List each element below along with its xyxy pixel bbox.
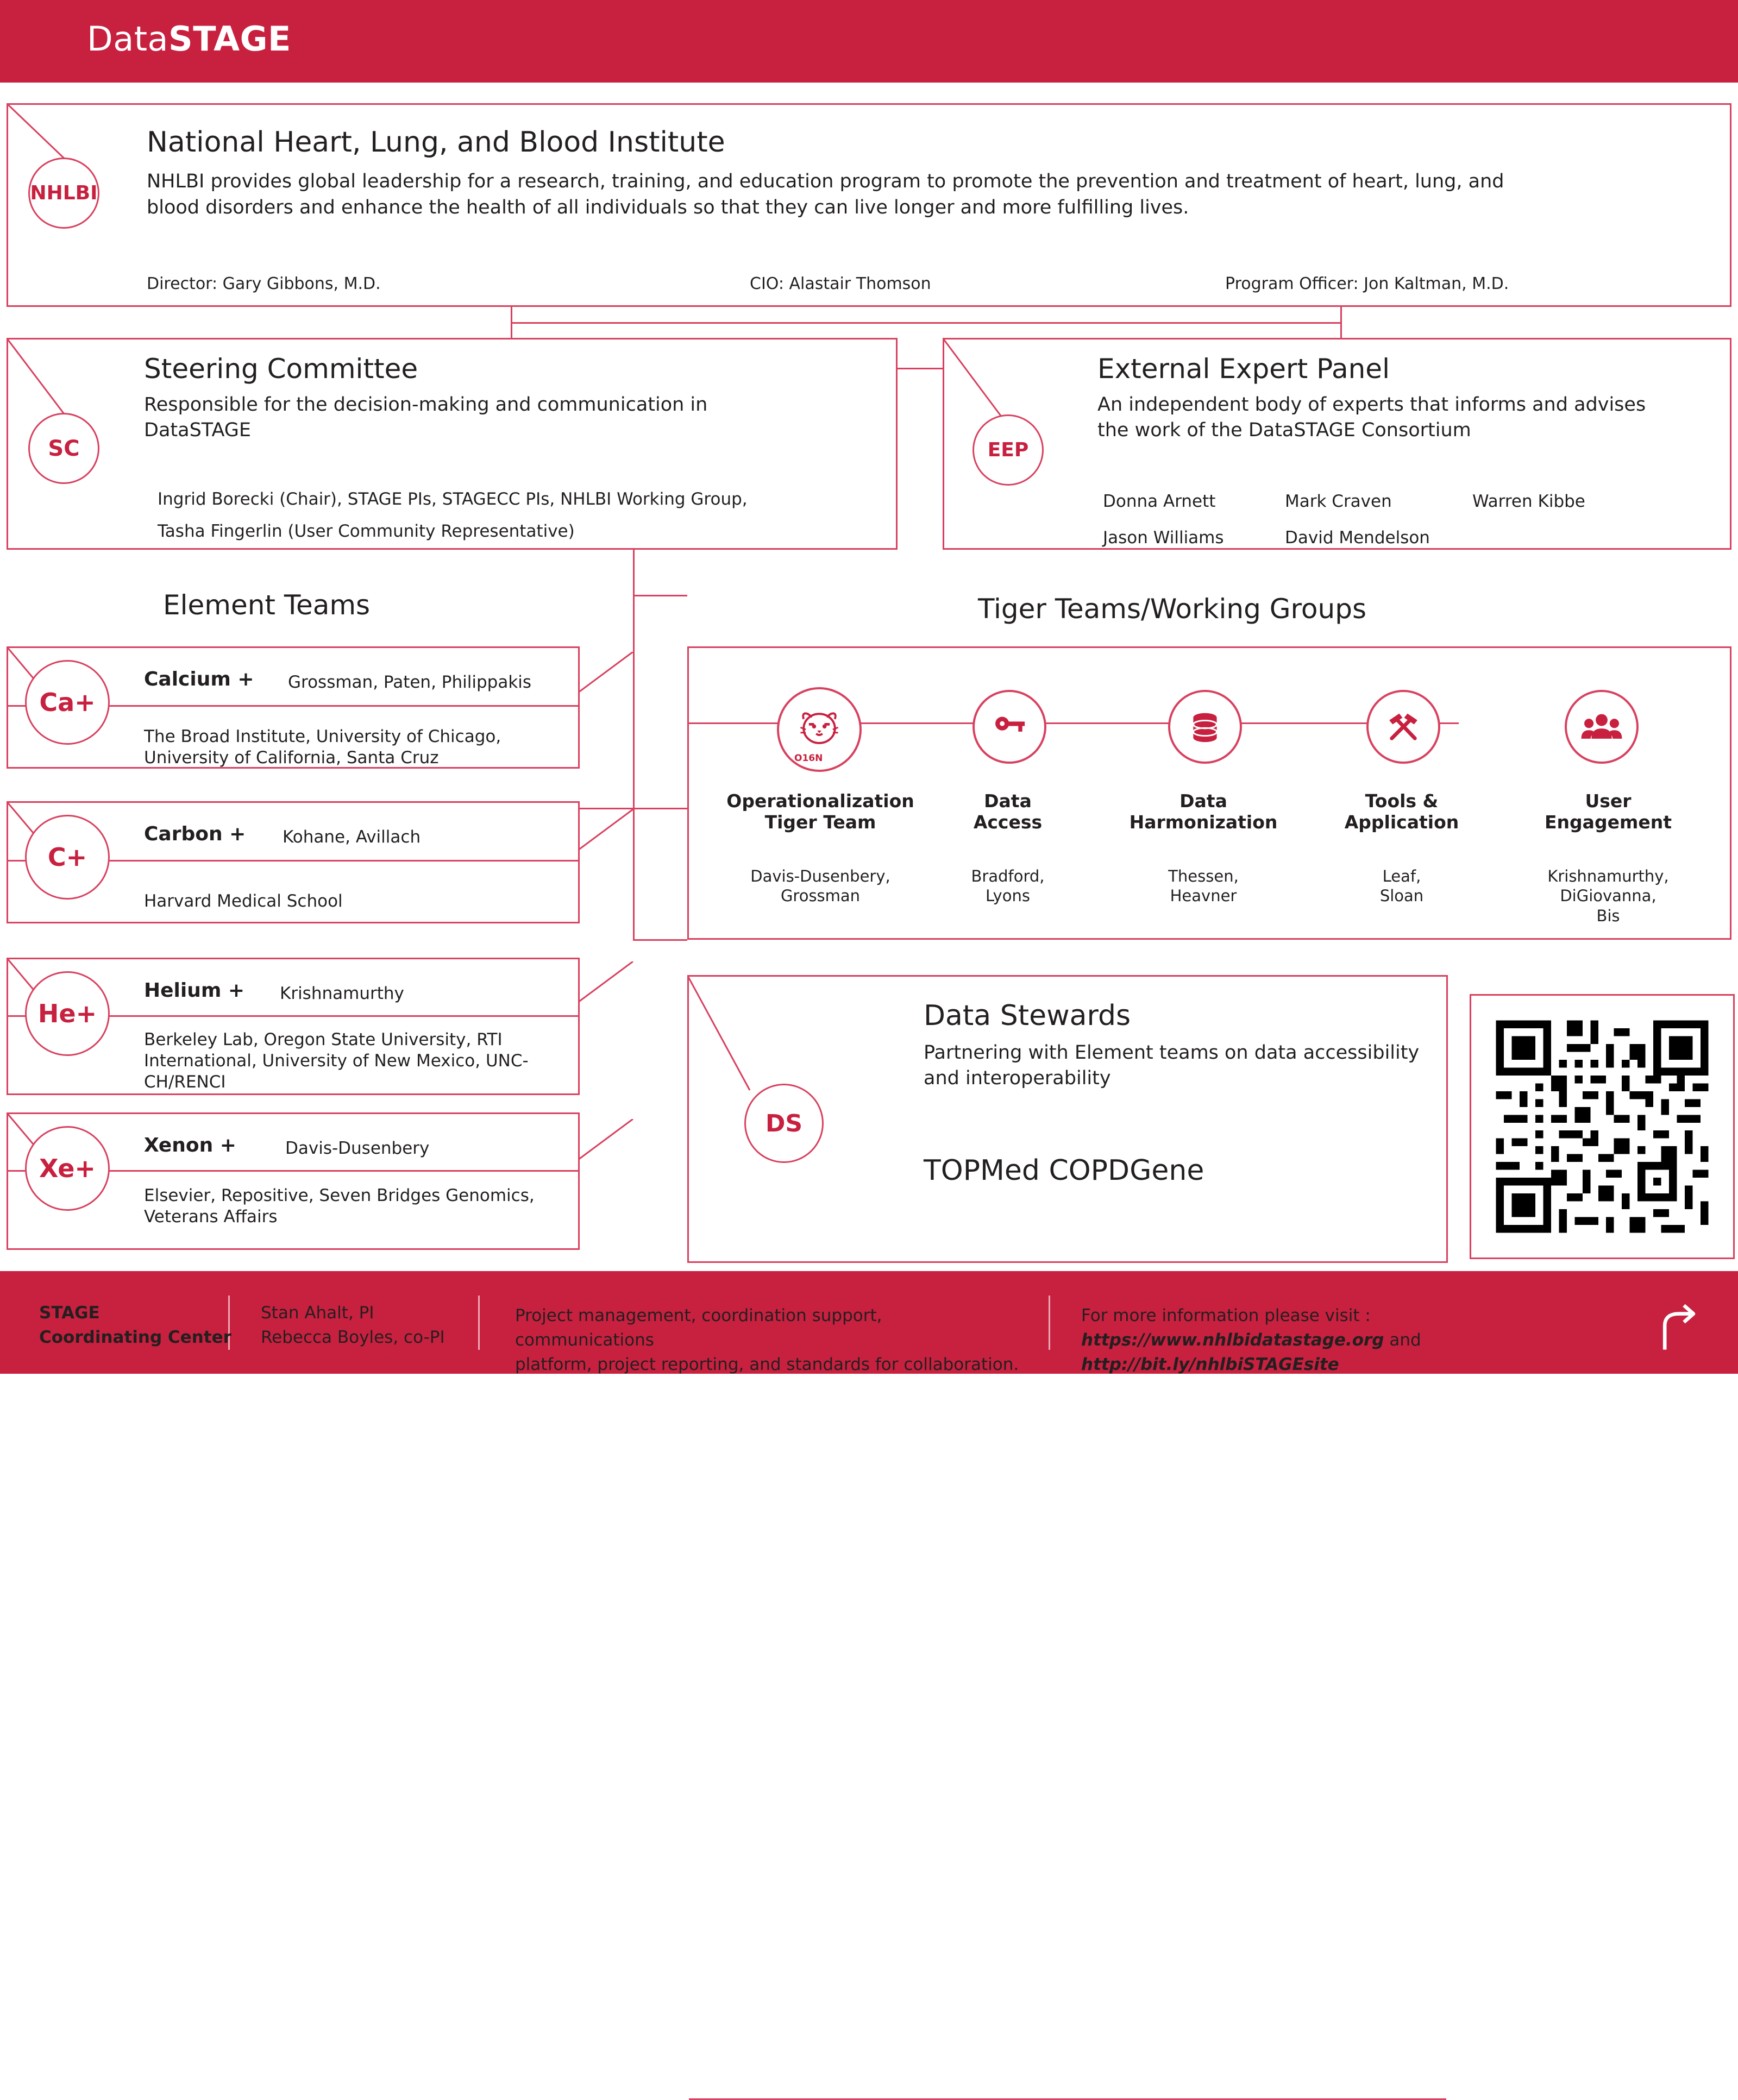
spine-branch-top bbox=[633, 595, 687, 596]
footer-separator-2 bbox=[478, 1296, 480, 1350]
element-teams-heading: Element Teams bbox=[163, 589, 371, 621]
database-icon bbox=[1168, 690, 1242, 764]
helium-people: Krishnamurthy bbox=[280, 984, 404, 1003]
tiger-team-label-tools-application bbox=[1304, 790, 1499, 833]
footer-url-primary[interactable]: https://www.nhlbidatastage.org bbox=[1081, 1330, 1384, 1350]
xenon-orgs: Elsevier, Repositive, Seven Bridges Genomics, Veterans Affairs bbox=[144, 1186, 535, 1227]
sc-members-line-1: Ingrid Borecki (Chair), STAGE PIs, STAGECC PIs, NHLBI Working Group, bbox=[158, 489, 748, 509]
tt3-label-line1: Tools & bbox=[1365, 790, 1439, 812]
tt1-label-line2: Access bbox=[973, 812, 1043, 833]
connector-xenon bbox=[576, 1119, 641, 1162]
footer-pi-line1: Stan Ahalt, PI bbox=[261, 1303, 374, 1323]
users-icon bbox=[1565, 690, 1639, 764]
tt1-label-line1: Data bbox=[984, 790, 1032, 812]
footer-org-line1: STAGE bbox=[39, 1303, 100, 1323]
eep-member-3: Warren Kibbe bbox=[1472, 492, 1585, 511]
sc-description: Responsible for the decision-making and communication in DataSTAGE bbox=[144, 394, 708, 442]
calcium-name-text: Calcium bbox=[144, 668, 231, 690]
eep-member-1: Donna Arnett bbox=[1103, 492, 1216, 511]
nhlbi-description: NHLBI provides global leadership for a research, training, and education program to promote the prevention and treatment of heart, lung, and blood disorders and enhance the health of all individuals so that they can live longer and more fulfilling lives. bbox=[147, 171, 1504, 219]
tt3-people-line1: Leaf, bbox=[1382, 867, 1421, 885]
footer-info-line2 bbox=[1081, 1328, 1668, 1377]
datastage-logo bbox=[87, 19, 291, 59]
footer-scope bbox=[515, 1304, 1026, 1377]
ds-title: Data Stewards bbox=[924, 999, 1131, 1032]
footer-info bbox=[1081, 1304, 1668, 1377]
tt3-people-line2: Sloan bbox=[1379, 886, 1424, 906]
tt0-label-line1: Operationalization bbox=[726, 790, 914, 812]
key-icon bbox=[972, 690, 1046, 764]
ds-description: Partnering with Element teams on data accessibility and interoperability bbox=[924, 1042, 1420, 1090]
connector-nhlbi-to-eep-vertical bbox=[1340, 307, 1342, 338]
footer-url-secondary[interactable]: http://bit.ly/nhlbiSTAGEsite bbox=[1081, 1354, 1339, 1374]
helium-name-text: Helium bbox=[144, 979, 222, 1002]
helium-badge: He+ bbox=[25, 971, 110, 1056]
app-header bbox=[0, 0, 1738, 83]
tt0-label-line2: Tiger Team bbox=[764, 812, 876, 833]
tt4-people-line2: DiGiovanna, bbox=[1560, 886, 1657, 906]
spine-vertical bbox=[633, 550, 635, 941]
tiger-teams-heading: Tiger Teams/Working Groups bbox=[978, 593, 1366, 625]
eep-member-5: David Mendelson bbox=[1285, 528, 1430, 548]
tt2-people-line2: Heavner bbox=[1170, 886, 1237, 906]
logo-text-data: Data bbox=[87, 19, 169, 59]
helium-orgs: Berkeley Lab, Oregon State University, RTI International, University of New Mexico, UNC-CH/RENCI bbox=[144, 1030, 529, 1092]
footer-separator-3 bbox=[1049, 1296, 1050, 1350]
tiger-team-label-data-harmonization bbox=[1103, 790, 1304, 833]
tiger-team-people-user-engagement bbox=[1505, 866, 1711, 926]
carbon-plus: + bbox=[229, 823, 246, 845]
footer-info-line1: For more information please visit : bbox=[1081, 1306, 1371, 1325]
tiger-team-people-data-harmonization bbox=[1103, 866, 1304, 906]
share-arrow-icon bbox=[1652, 1298, 1711, 1360]
ds-badge: DS bbox=[744, 1084, 824, 1163]
eep-description: An independent body of experts that informs and advises the work of the DataSTAGE Consortium bbox=[1097, 394, 1646, 442]
ds-dataset-names: TOPMed COPDGene bbox=[924, 1154, 1204, 1187]
nhlbi-role-program-officer: Program Officer: Jon Kaltman, M.D. bbox=[1225, 274, 1509, 293]
carbon-people: Kohane, Avillach bbox=[283, 827, 421, 847]
tt1-people-line1: Bradford, bbox=[971, 867, 1045, 885]
tiger-team-label-operationalization bbox=[706, 790, 934, 833]
ds-connector bbox=[687, 975, 796, 1100]
eep-member-2: Mark Craven bbox=[1285, 492, 1392, 511]
connector-carbon bbox=[576, 809, 641, 853]
connector-sc-eep-horizontal bbox=[511, 322, 1342, 324]
connector-calcium bbox=[576, 652, 641, 695]
tiger-team-people-tools-application bbox=[1304, 866, 1499, 906]
spine-branch-bottom bbox=[633, 939, 687, 941]
tt0-people-line1: Davis-Dusenbery, bbox=[750, 867, 890, 885]
tt0-people-line2: Grossman bbox=[780, 886, 861, 906]
calcium-orgs: The Broad Institute, University of Chicago, University of California, Santa Cruz bbox=[144, 727, 501, 768]
tt2-label-line1: Data bbox=[1179, 790, 1227, 812]
tt4-people-line3: Bis bbox=[1596, 906, 1620, 925]
tt4-label-line1: User bbox=[1585, 790, 1632, 812]
nhlbi-role-cio: CIO: Alastair Thomson bbox=[750, 274, 931, 293]
tools-icon bbox=[1366, 690, 1440, 764]
carbon-orgs: Harvard Medical School bbox=[144, 891, 343, 911]
xenon-plus: + bbox=[219, 1134, 236, 1156]
xenon-people: Davis-Dusenbery bbox=[285, 1139, 430, 1158]
carbon-name bbox=[144, 823, 246, 845]
logo-text-stage: STAGE bbox=[168, 19, 291, 59]
tt2-label-line2: Harmonization bbox=[1129, 812, 1278, 833]
tt4-label-line2: Engagement bbox=[1545, 812, 1672, 833]
tt1-people-line2: Lyons bbox=[986, 886, 1030, 906]
calcium-name bbox=[144, 668, 254, 690]
helium-plus: + bbox=[228, 979, 245, 1002]
carbon-badge: C+ bbox=[25, 815, 110, 900]
sc-badge: SC bbox=[28, 413, 99, 484]
calcium-people: Grossman, Paten, Philippakis bbox=[288, 672, 532, 692]
connector-helium bbox=[576, 961, 641, 1005]
footer-org-line2: Coordinating Center bbox=[39, 1327, 231, 1347]
footer-scope-line1: Project management, coordination support, communications bbox=[515, 1306, 882, 1350]
sc-title: Steering Committee bbox=[144, 353, 418, 385]
o16n-label: O16N bbox=[794, 753, 823, 764]
xenon-badge: Xe+ bbox=[25, 1126, 110, 1211]
tiger-team-label-user-engagement bbox=[1505, 790, 1711, 833]
footer-info-and: and bbox=[1384, 1330, 1421, 1350]
tiger-team-people-data-access bbox=[924, 866, 1092, 906]
footer-scope-line2: platform, project reporting, and standards for collaboration. bbox=[515, 1354, 1019, 1374]
tt3-label-line2: Application bbox=[1344, 812, 1459, 833]
nhlbi-badge: NHLBI bbox=[28, 158, 99, 229]
tiger-team-label-data-access bbox=[924, 790, 1092, 833]
calcium-plus: + bbox=[237, 668, 254, 690]
sc-members bbox=[158, 483, 864, 548]
footer-pi bbox=[261, 1301, 445, 1350]
tiger-team-people-operationalization bbox=[706, 866, 934, 906]
tt4-people-line1: Krishnamurthy, bbox=[1547, 867, 1669, 885]
footer-pi-line2: Rebecca Boyles, co-PI bbox=[261, 1327, 445, 1347]
helium-name bbox=[144, 979, 244, 1002]
tt2-people-line1: Thessen, bbox=[1168, 867, 1239, 885]
nhlbi-role-director: Director: Gary Gibbons, M.D. bbox=[147, 274, 381, 293]
eep-badge: EEP bbox=[972, 414, 1044, 486]
calcium-badge: Ca+ bbox=[25, 660, 110, 745]
nhlbi-title: National Heart, Lung, and Blood Institute bbox=[147, 126, 725, 159]
xenon-name-text: Xenon bbox=[144, 1134, 214, 1156]
carbon-name-text: Carbon bbox=[144, 823, 223, 845]
qr-code[interactable] bbox=[1470, 994, 1735, 1259]
sc-members-line-2: Tasha Fingerlin (User Community Representative) bbox=[158, 521, 575, 541]
eep-member-4: Jason Williams bbox=[1103, 528, 1224, 548]
footer-org bbox=[39, 1301, 231, 1350]
xenon-name bbox=[144, 1134, 236, 1156]
eep-title: External Expert Panel bbox=[1097, 353, 1390, 385]
